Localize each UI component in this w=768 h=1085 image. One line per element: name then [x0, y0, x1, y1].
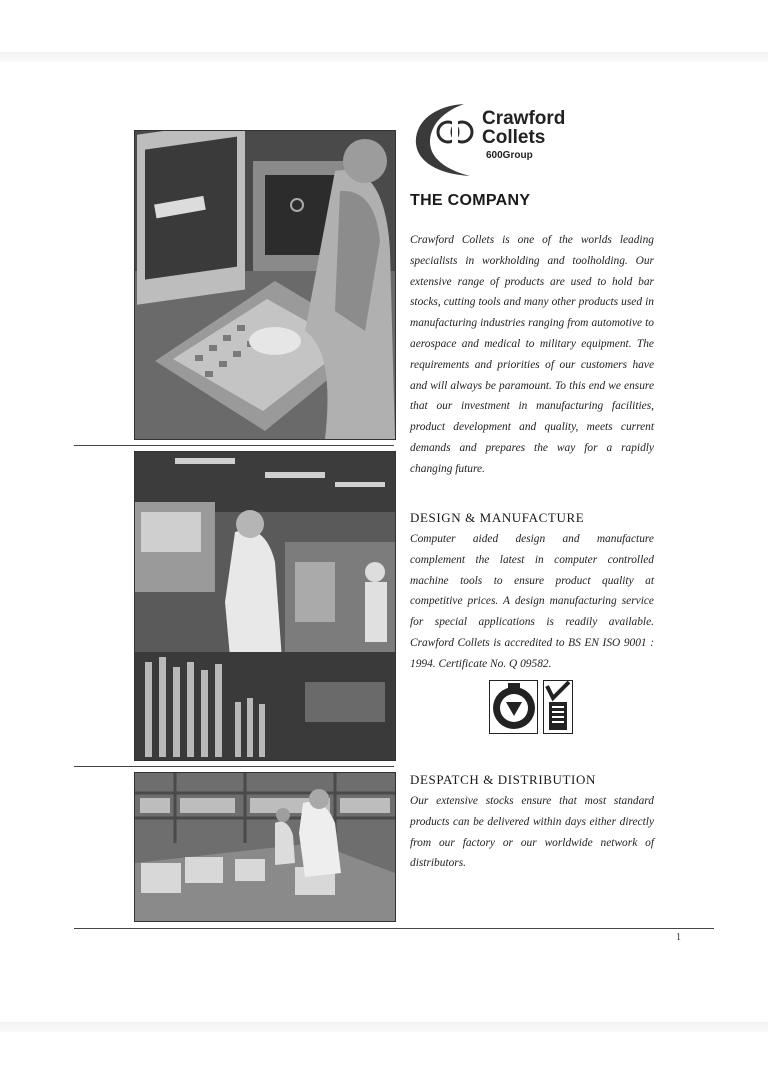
certification-marks	[489, 680, 573, 734]
despatch-warehouse-photo	[134, 772, 396, 922]
logo-group: 600Group	[486, 150, 533, 161]
company-heading: THE COMPANY	[410, 192, 531, 209]
logo-line-2: Collets	[482, 127, 546, 148]
machine-shop-photo	[134, 451, 396, 761]
footer-rule	[74, 928, 714, 929]
despatch-text: Our extensive stocks ensure that most standard products can be delivered within days either directly from our factory or our worldwide network of distributors.	[410, 795, 654, 870]
cad-workstation-photo	[134, 130, 396, 440]
cad-workstation-illustration	[135, 131, 395, 439]
divider-1	[74, 445, 394, 446]
company-text: Crawford Collets is one of the worlds leading specialists in workholding and toolholding. Our extensive range of products are used to hold bar stocks, cutting tools and many other products used in manufacturing industries ranging from automotive to aerospace and medical to military equipment. The requirements and priorities of our customers have and will always be paramount. To this end we ensure that our investment in manufacturing facilities, product development and quality, meets current demands and prepares the way for a rapidly changing future.	[410, 234, 654, 475]
page-number: 1	[676, 932, 681, 943]
nacsr-accreditation-icon	[543, 680, 573, 734]
design-text: Computer aided design and manufacture complement the latest in computer controlled machine tools to ensure product quality at competitive prices. A design manufacturing service for special applications is readily available. Crawford Collets is accredited to BS EN ISO 9001 : 1994. Certificate No. Q 09582.	[410, 533, 654, 670]
machine-shop-illustration	[135, 452, 395, 760]
design-heading: DESIGN & MANUFACTURE	[410, 510, 585, 525]
logo-line-1: Crawford	[482, 108, 566, 129]
crawford-collets-logo	[412, 100, 602, 180]
divider-2	[74, 766, 394, 767]
scan-edge-top	[0, 52, 768, 62]
despatch-heading: DESPATCH & DISTRIBUTION	[410, 772, 596, 787]
despatch-illustration	[135, 773, 395, 921]
scan-edge-bottom	[0, 1022, 768, 1032]
